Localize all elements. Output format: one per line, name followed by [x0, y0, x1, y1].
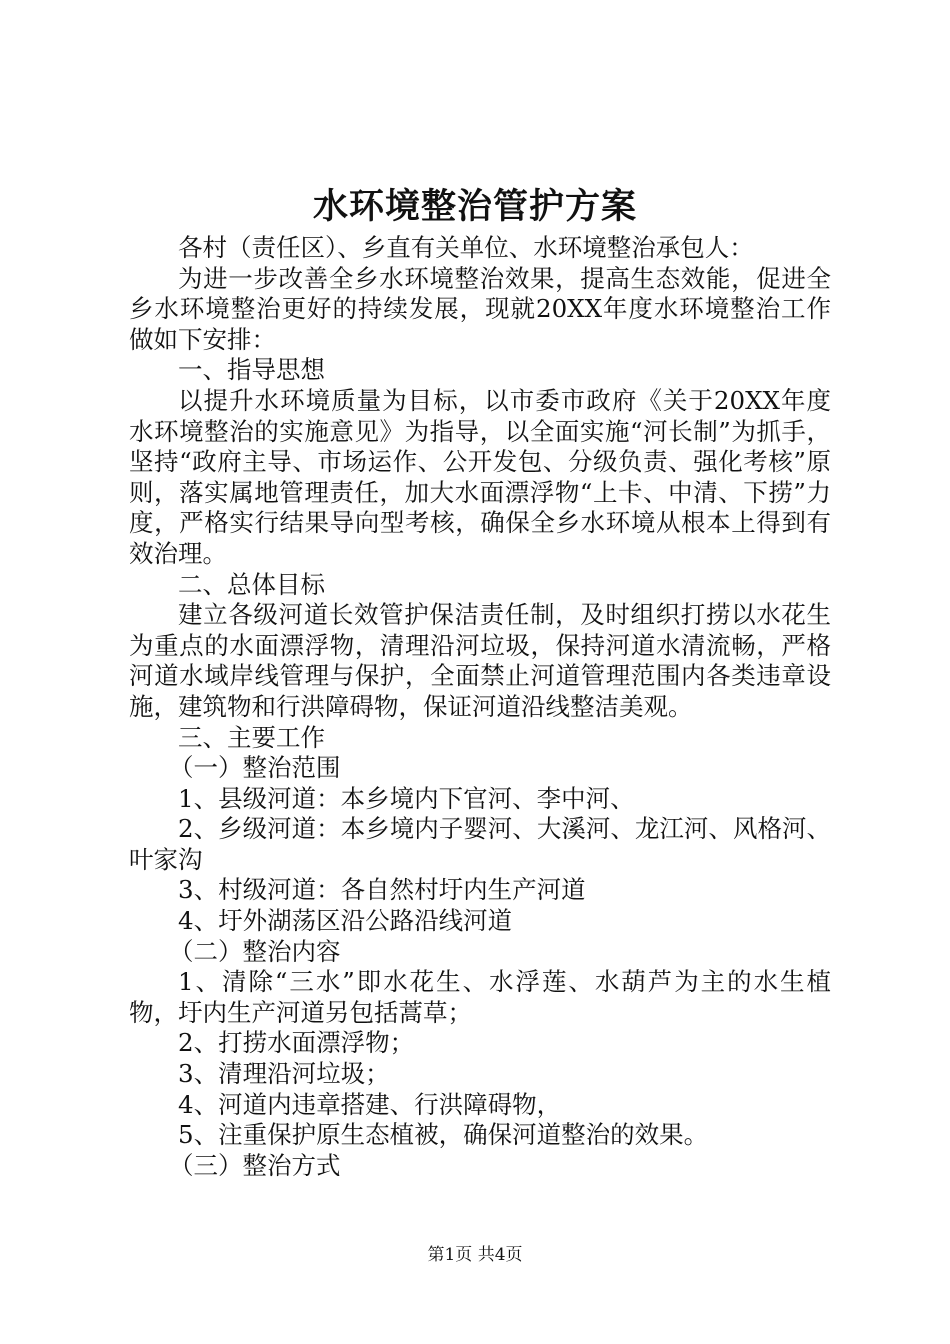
salutation-paragraph: 各村（责任区）、乡直有关单位、水环境整治承包人：	[178, 233, 754, 262]
content-item-remove-plants: 1、清除“三水”即水花生、水浮莲、水葫芦为主的水生植物，圩内生产河道另包括蒿草；	[129, 967, 831, 1027]
subsection-heading-method: （三）整治方式	[169, 1150, 341, 1180]
subsection-heading-scope: （一）整治范围	[169, 753, 341, 783]
document-body	[129, 233, 831, 1181]
scope-item-village-rivers: 3、村级河道：各自然村圩内生产河道	[178, 875, 586, 905]
scope-item-lake-area-rivers: 4、圩外湖荡区沿公路沿线河道	[178, 906, 513, 936]
guiding-thought-paragraph: 以提升水环境质量为目标，以市委市政府《关于20XX年度水环境整治的实施意见》为指导，以全面实施“河长制”为抓手，坚持“政府主导、市场运作、公开发包、分级负责、强化考核”原则，落实属地管理责任，加大水面漂浮物“上卡、中清、下捞”力度，严格实行结果导向型考核，确保全乡水环境从根本上得到有效治理。	[129, 385, 831, 568]
scope-item-county-rivers: 1、县级河道：本乡境内下官河、李中河、	[178, 783, 635, 813]
page-number-footer: 第1页 共4页	[427, 1245, 523, 1265]
section-heading-guiding-thought: 一、指导思想	[178, 355, 325, 385]
scope-item-township-rivers: 2、乡级河道：本乡境内子婴河、大溪河、龙江河、风格河、叶家沟	[129, 814, 831, 874]
section-heading-overall-goal: 二、总体目标	[178, 569, 325, 599]
content-item-illegal-structures: 4、河道内违章搭建、行洪障碍物，	[178, 1089, 562, 1119]
content-item-float-debris: 2、打捞水面漂浮物；	[178, 1028, 415, 1058]
content-item-riverside-garbage: 3、清理沿河垃圾；	[178, 1059, 390, 1089]
subsection-heading-content: （二）整治内容	[169, 936, 341, 966]
section-heading-main-work: 三、主要工作	[178, 722, 325, 752]
intro-paragraph: 为进一步改善全乡水环境整治效果，提高生态效能，促进全乡水环境整治更好的持续发展，现就20XX年度水环境整治工作做如下安排：	[129, 263, 831, 354]
content-item-protect-vegetation: 5、注重保护原生态植被，确保河道整治的效果。	[178, 1120, 709, 1150]
document-title: 水环境整治管护方案	[312, 186, 637, 227]
overall-goal-paragraph: 建立各级河道长效管护保洁责任制，及时组织打捞以水花生为重点的水面漂浮物，清理沿河垃圾，保持河道水清流畅，严格河道水域岸线管理与保护，全面禁止河道管理范围内各类违章设施，建筑物和行洪障碍物，保证河道沿线整洁美观。	[129, 600, 831, 721]
